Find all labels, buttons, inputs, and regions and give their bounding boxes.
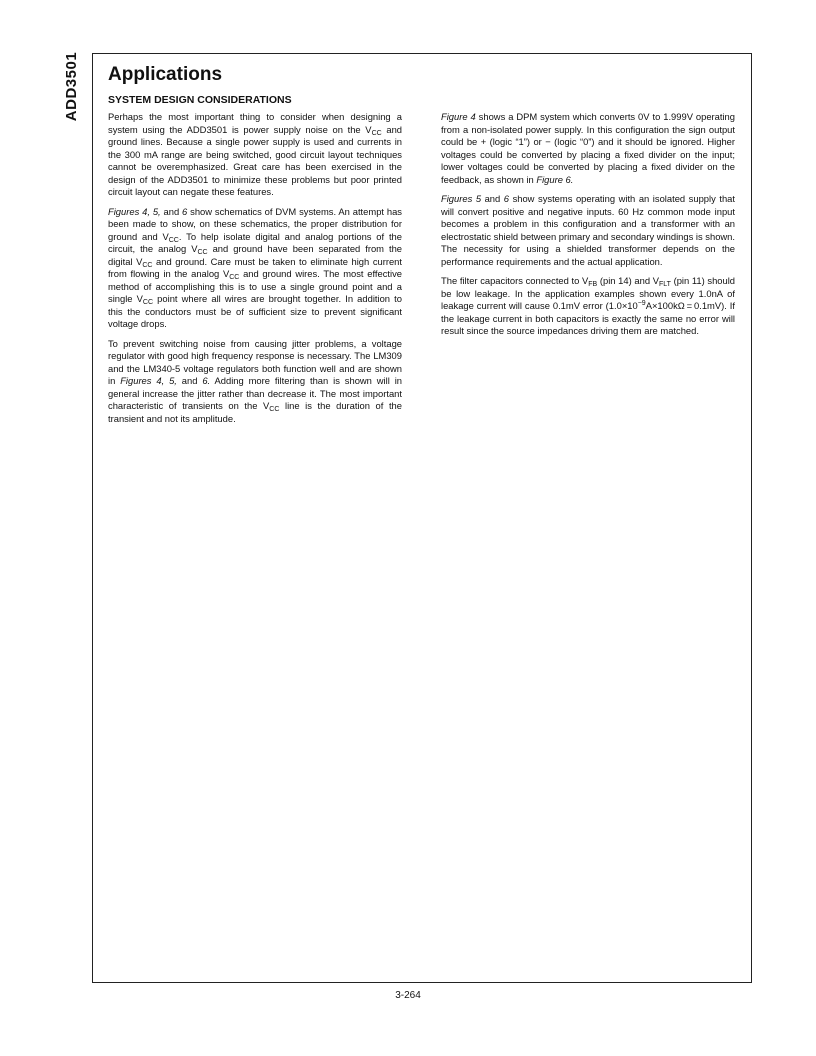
- text-run: A×100kΩ = 0.1mV). If the leakage current in both capacitors is exactly the same no error will result since the source impedances driving them are matched.: [441, 300, 735, 336]
- text-run: (pin 11) should be low leakage. In the application examples shown every 1.0nA of leakage current will cause 0.1mV error (1.0×10: [441, 275, 736, 311]
- subscript: CC: [197, 249, 208, 256]
- side-part-number: [58, 46, 86, 126]
- subscript: CC: [142, 299, 154, 306]
- side-part-number-text: ADD3501: [63, 51, 81, 121]
- paragraph-power-supply-noise: [108, 111, 402, 199]
- subscript: CC: [142, 261, 153, 269]
- text-run: . To help isolate digital and analog portions of the circuit, the analog V: [108, 230, 402, 254]
- right-column: [441, 111, 735, 345]
- left-column: [108, 111, 402, 432]
- paragraph-switching-noise: [108, 338, 402, 426]
- figure-reference: 6: [503, 193, 510, 204]
- subscript: CC: [168, 236, 179, 244]
- figure-reference: Figures 4, 5,: [120, 375, 177, 386]
- figure-reference: Figure 6.: [536, 173, 574, 185]
- subscript: FB: [588, 281, 598, 288]
- text-run: show schematics of DVM systems. An attempt has been made to show, on these schematics, the proper distribution for ground and V: [108, 205, 402, 242]
- subscript: CC: [229, 274, 240, 281]
- subscript: CC: [269, 406, 280, 413]
- page-number: 3-264: [395, 990, 421, 1001]
- section-heading: SYSTEM DESIGN CONSIDERATIONS: [108, 94, 292, 106]
- page-title: Applications: [108, 64, 223, 85]
- text-run: point where all wires are brought together. In addition to this the conductors must be of sufficient size to prevent significant voltage drops.: [108, 293, 402, 329]
- superscript: −9: [637, 300, 646, 307]
- paragraph-schematics: [108, 206, 402, 331]
- subscript: FLT: [658, 281, 671, 288]
- figure-reference: 6.: [202, 375, 211, 386]
- text-run: To prevent switching noise from causing jitter problems, a voltage regulator with good high frequency response is necessary. The LM309 and the LM340-5 voltage regulators both function well and are shown in: [108, 337, 402, 386]
- text-run: Perhaps the most important thing to consider when designing a system using the ADD3501 is power supply noise on the V: [108, 111, 402, 135]
- paragraph-dpm-system: [441, 111, 735, 186]
- text-run: (pin 14) and V: [597, 275, 659, 286]
- figure-reference: Figures 5: [441, 193, 482, 204]
- text-run: and: [176, 375, 203, 386]
- text-run: and: [160, 205, 183, 217]
- figure-reference: Figures 4, 5,: [108, 205, 161, 217]
- text-run: and ground wires. The most effective method of accomplishing this is to use a single ground point and a single V: [108, 268, 402, 304]
- paragraph-filter-capacitors: [441, 275, 735, 338]
- paragraph-isolated-supply: [441, 193, 735, 268]
- subscript: CC: [371, 129, 382, 137]
- text-run: line is the duration of the transient and not its amplitude.: [108, 400, 402, 424]
- text-run: and: [481, 193, 504, 204]
- text-run: Adding more filtering than is shown will in general increase the jitter rather than decrease it. The most important characteristic of transients on the V: [108, 375, 402, 411]
- figure-reference: Figure 4: [441, 111, 476, 122]
- text-run: show systems operating with an isolated supply that will convert positive and negative inputs. 60 Hz common mode input becomes a problem in this configuration and a transformer with an electrostatic shield between primary and secondary windings is shown. The necessity for using a shielded transformer depends on the performance requirements and the actual application.: [441, 193, 735, 267]
- text-run: and ground have been separated from the digital V: [108, 243, 402, 267]
- text-run: and ground. Care must be taken to eliminate high current from flowing in the analog V: [108, 255, 402, 279]
- text-run: The filter capacitors connected to V: [441, 275, 589, 286]
- text-run: shows a DPM system which converts 0V to 1.999V operating from a non-isolated power supply. In this configuration the sign output could be + (logic “1”) or − (logic “0”) and it should be ignored. Higher voltages could be converted by placing a fixed divider on the input; lower voltages could be converted by placing a fixed divider on the feedback, as shown in: [441, 111, 735, 185]
- figure-reference: 6: [182, 205, 188, 217]
- text-run: and ground lines. Because a single power supply is used and currents in the 300 mA range are being switched, good circuit layout techniques cannot be overemphasized. Great care has been exercised in the design of the ADD3501 to minimize these problems but poor printed circuit layout can negate these features.: [108, 123, 403, 197]
